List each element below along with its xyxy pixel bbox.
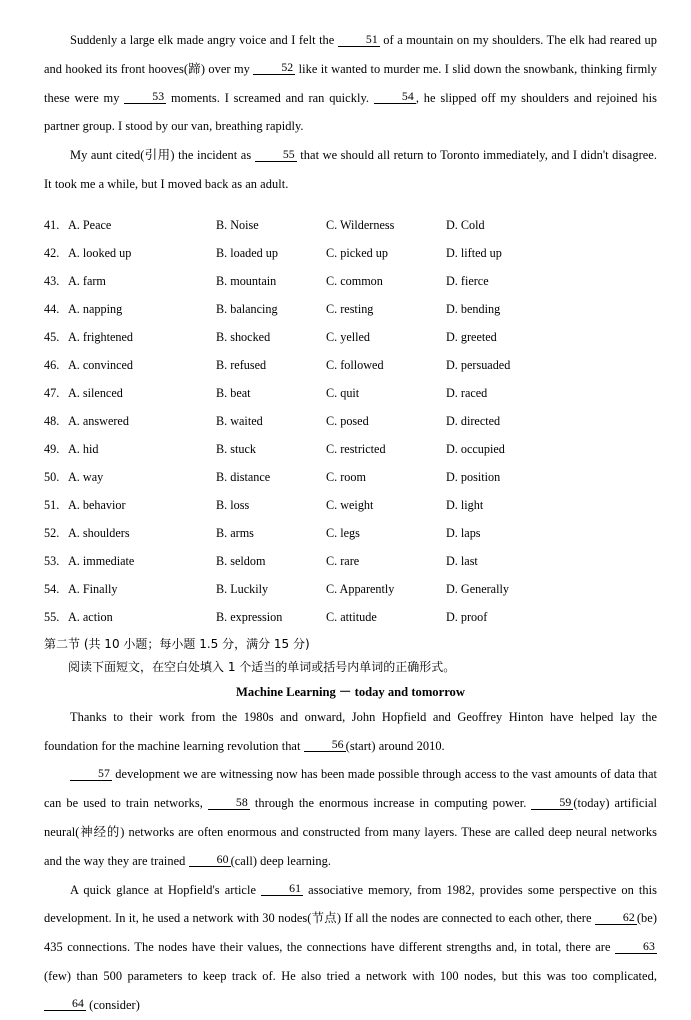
question-row: [44, 603, 657, 631]
question-row: [44, 323, 657, 351]
option-a[interactable]: A. convinced: [68, 357, 133, 372]
answer-blank-58[interactable]: 58: [208, 796, 250, 810]
option-c[interactable]: C. attitude: [326, 609, 377, 624]
question-row: [44, 379, 657, 407]
option-d[interactable]: D. laps: [446, 525, 481, 540]
option-b[interactable]: B. seldom: [216, 553, 266, 568]
option-d[interactable]: D. proof: [446, 609, 488, 624]
option-a[interactable]: A. napping: [68, 301, 123, 316]
option-d[interactable]: D. persuaded: [446, 357, 511, 372]
option-b[interactable]: B. balancing: [216, 301, 278, 316]
option-d[interactable]: D. greeted: [446, 329, 497, 344]
article-title: Machine Learning － today and tomorrow: [236, 684, 465, 699]
option-d[interactable]: D. bending: [446, 301, 501, 316]
option-a[interactable]: A. farm: [68, 273, 106, 288]
section-two-heading: 第二节 (共 10 小题；每小题 1.5 分，满分 15 分): [44, 636, 310, 651]
article-paragraph-3: A quick glance at Hopfield's article 61 associative memory, from 1982, provides some perspective on this development. In it, he used a network with 30 nodes(节点) If all the nodes are connected to each other, there 62 (be) 435 connections. The nodes have their values, the connections have different strengths and, in total, there are 63 (few) than 500 parameters to keep track of. He also tried a network with 100 nodes, but this was too complicated, 64 (consider): [44, 881, 657, 1012]
option-d[interactable]: D. lifted up: [446, 245, 502, 260]
option-a[interactable]: A. looked up: [68, 245, 132, 260]
question-row: [44, 407, 657, 435]
option-a[interactable]: A. hid: [68, 441, 99, 456]
option-d[interactable]: D. occupied: [446, 441, 505, 456]
answer-blank-59[interactable]: 59: [531, 796, 573, 810]
option-b[interactable]: B. arms: [216, 525, 254, 540]
option-c[interactable]: C. room: [326, 469, 366, 484]
option-c[interactable]: C. rare: [326, 553, 360, 568]
question-number: 48.: [44, 413, 60, 428]
question-number: 45.: [44, 329, 60, 344]
option-d[interactable]: D. light: [446, 497, 484, 512]
answer-blank-51[interactable]: 51: [338, 33, 380, 47]
answer-blank-52[interactable]: 52: [253, 61, 295, 75]
option-c[interactable]: C. restricted: [326, 441, 386, 456]
question-row: [44, 295, 657, 323]
answer-blank-55[interactable]: 55: [255, 148, 297, 162]
option-c[interactable]: C. Wilderness: [326, 217, 395, 232]
option-c[interactable]: C. quit: [326, 385, 360, 400]
multiple-choice-options: [44, 211, 657, 631]
option-c[interactable]: C. posed: [326, 413, 369, 428]
answer-blank-53[interactable]: 53: [124, 90, 166, 104]
option-b[interactable]: B. beat: [216, 385, 251, 400]
option-a[interactable]: A. shoulders: [68, 525, 130, 540]
question-row: [44, 239, 657, 267]
question-row: [44, 463, 657, 491]
passage-paragraph-2: My aunt cited(引用) the incident as 55 that we should all return to Toronto immediately, and I didn't disagree. It took me a while, but I moved back as an adult.: [44, 146, 658, 191]
option-c[interactable]: C. resting: [326, 301, 374, 316]
question-row: [44, 267, 657, 295]
question-number: 51.: [44, 497, 60, 512]
question-row: [44, 211, 657, 239]
option-b[interactable]: B. loss: [216, 497, 250, 512]
section-two-instruction: 阅读下面短文，在空白处填入 1 个适当的单词或括号内单词的正确形式。: [68, 659, 456, 674]
answer-blank-63[interactable]: 63: [615, 940, 657, 954]
option-c[interactable]: C. legs: [326, 525, 360, 540]
option-c[interactable]: C. common: [326, 273, 383, 288]
option-a[interactable]: A. behavior: [68, 497, 126, 512]
option-d[interactable]: D. last: [446, 553, 478, 568]
option-a[interactable]: A. immediate: [68, 553, 135, 568]
question-number: 46.: [44, 357, 60, 372]
option-a[interactable]: A. answered: [68, 413, 129, 428]
question-number: 55.: [44, 609, 60, 624]
option-c[interactable]: C. yelled: [326, 329, 371, 344]
passage-paragraph-1: Suddenly a large elk made angry voice and I felt the 51 of a mountain on my shoulders. The elk had reared up and hooked its front hooves(蹄) over my 52 like it wanted to murder me. I slid down the snowbank, thinking firmly these were my 53 moments. I screamed and ran quickly. 54 , he slipped off my shoulders and rejoined his partner group. I stood by our van, breathing rapidly.: [44, 31, 658, 134]
answer-blank-56[interactable]: 56: [304, 738, 346, 752]
question-row: [44, 575, 657, 603]
question-number: 54.: [44, 581, 60, 596]
option-c[interactable]: C. weight: [326, 497, 374, 512]
cloze-passage-section: [44, 26, 657, 199]
question-number: 52.: [44, 525, 60, 540]
question-row: [44, 351, 657, 379]
question-row: [44, 519, 657, 547]
question-number: 44.: [44, 301, 60, 316]
question-number: 47.: [44, 385, 60, 400]
question-number: 53.: [44, 553, 60, 568]
option-c[interactable]: C. Apparently: [326, 581, 395, 596]
question-row: [44, 435, 657, 463]
option-d[interactable]: D. directed: [446, 413, 501, 428]
option-b[interactable]: B. Luckily: [216, 581, 269, 596]
option-b[interactable]: B. distance: [216, 469, 271, 484]
answer-blank-57[interactable]: 57: [70, 767, 112, 781]
answer-blank-54[interactable]: 54: [374, 90, 416, 104]
machine-learning-article: [44, 703, 657, 1020]
option-d[interactable]: D. raced: [446, 385, 488, 400]
option-d[interactable]: D. fierce: [446, 273, 489, 288]
option-a[interactable]: A. Peace: [68, 217, 112, 232]
option-a[interactable]: A. Finally: [68, 581, 118, 596]
question-number: 49.: [44, 441, 60, 456]
option-a[interactable]: A. action: [68, 609, 113, 624]
option-a[interactable]: A. frightened: [68, 329, 133, 344]
option-b[interactable]: B. refused: [216, 357, 267, 372]
answer-blank-64[interactable]: 64: [44, 997, 86, 1011]
option-d[interactable]: D. Generally: [446, 581, 509, 596]
option-b[interactable]: B. mountain: [216, 273, 277, 288]
option-b[interactable]: B. stuck: [216, 441, 256, 456]
option-d[interactable]: D. Cold: [446, 217, 485, 232]
article-paragraph-2: 57 development we are witnessing now has been made possible through access to the vast amounts of data that can be used to train networks, 58 through the enormous increase in computing power. 59 (today) artificial neural(神经的) networks are often enormous and constructed from many layers. These are called deep neural networks and the way they are trained 60 (call) deep learning.: [44, 765, 657, 868]
question-number: 50.: [44, 469, 60, 484]
question-row: [44, 547, 657, 575]
question-number: 43.: [44, 273, 60, 288]
question-number: 42.: [44, 245, 60, 260]
option-d[interactable]: D. position: [446, 469, 501, 484]
question-number: 41.: [44, 217, 60, 232]
option-b[interactable]: B. waited: [216, 413, 263, 428]
answer-blank-61[interactable]: 61: [261, 882, 303, 896]
answer-blank-62[interactable]: 62: [595, 911, 637, 925]
option-a[interactable]: A. way: [68, 469, 104, 484]
option-b[interactable]: B. Noise: [216, 217, 259, 232]
option-b[interactable]: B. loaded up: [216, 245, 278, 260]
option-c[interactable]: C. picked up: [326, 245, 388, 260]
option-b[interactable]: B. expression: [216, 609, 283, 624]
answer-blank-60[interactable]: 60: [189, 853, 231, 867]
article-paragraph-1: Thanks to their work from the 1980s and onward, John Hopfield and Geoffrey Hinton have helped lay the foundation for the machine learning revolution that 56 (start) around 2010.: [44, 709, 657, 753]
option-c[interactable]: C. followed: [326, 357, 384, 372]
option-b[interactable]: B. shocked: [216, 329, 271, 344]
option-a[interactable]: A. silenced: [68, 385, 123, 400]
question-row: [44, 491, 657, 519]
